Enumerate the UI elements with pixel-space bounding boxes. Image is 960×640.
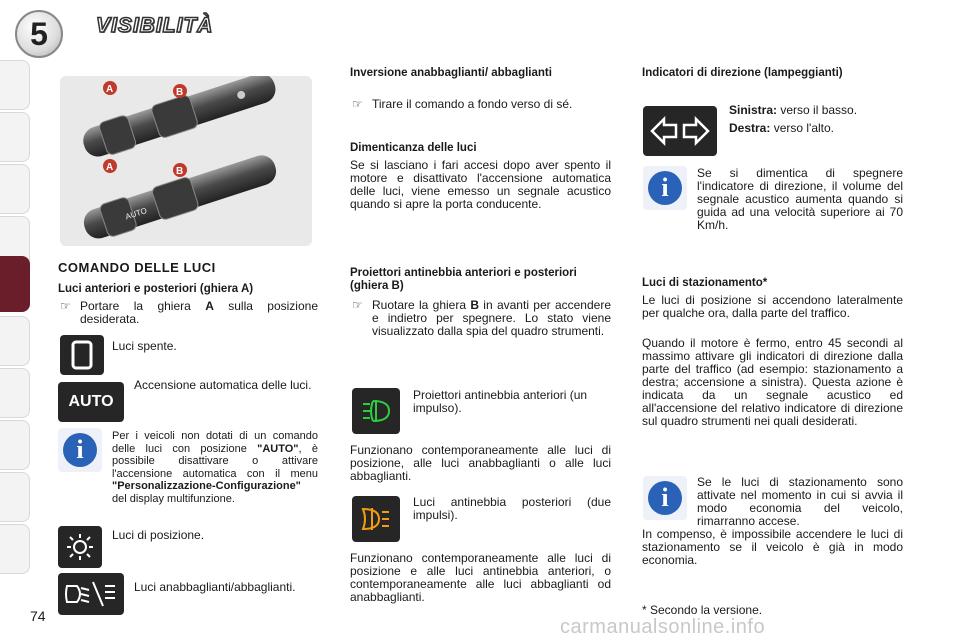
- auto-icon: [58, 382, 124, 422]
- label-a: A: [106, 84, 114, 95]
- parking-lights-title: Luci di stazionamento*: [642, 277, 768, 289]
- chapter-tab[interactable]: [0, 60, 30, 110]
- subheading: Luci anteriori e posteriori (ghiera A): [58, 283, 254, 295]
- fog-title: Proiettori antinebbia anteriori e posteriori (ghiera B): [350, 267, 577, 292]
- info-note-3-continued: In compenso, è impossibile accendere le luci di stazionamento se il veicolo è già in modo economia.: [642, 527, 903, 567]
- forgot-lights-title: Dimenticanza delle luci: [350, 142, 477, 154]
- footnote: * Secondo la versione.: [642, 603, 763, 617]
- label-b: B: [176, 87, 184, 98]
- lights-off-text: Luci spente.: [112, 339, 177, 353]
- label-b: B: [176, 166, 184, 177]
- auto-text: Accensione automatica delle luci.: [134, 378, 312, 392]
- chapter-number: 5: [15, 10, 63, 58]
- watermark: carmanualsonline.info: [560, 616, 766, 638]
- bullet-text: ☞ Portare la ghiera A sulla posizione desiderata.: [80, 300, 318, 326]
- turn-signal-icon: [643, 106, 717, 156]
- rear-fog-function: Funzionano contemporaneamente alle luci di posizione e alle luci antinebbia anteriori, o contemporaneamente alle luci abbaglianti od anabbaglianti.: [350, 551, 611, 604]
- info-note-3: Se le luci di stazionamento sono attivate nel momento in cui si avvia il modo economia del veicolo, rimarranno accese.: [697, 475, 903, 528]
- chapter-tab[interactable]: [0, 112, 30, 162]
- chapter-tab[interactable]: [0, 472, 30, 522]
- light-stalk-illustration: [60, 76, 312, 246]
- auto-badge: AUTO: [68, 393, 114, 410]
- lights-off-icon: [60, 335, 104, 375]
- parking-lights-p2: Quando il motore è fermo, entro 45 secondi al massimo attivare gli indicatori di direzione dalla parte del traffico (ad esempio: stazionamento a destra; accensione a sinistra). Questa azione è indicata da un segnale acustico ed all'accensione del relativo indicatore di direzione sul quadro strumenti nei quali desiderati.: [642, 336, 903, 428]
- indicators-title: Indicatori di direzione (lampeggianti): [642, 67, 843, 79]
- inversion-text: ☞ Tirare il comando a fondo verso di sé.: [372, 98, 612, 111]
- rear-fog-icon: [352, 496, 400, 542]
- dipped-beam-icon: [58, 573, 124, 615]
- stalk-drawing: [60, 76, 312, 246]
- chapter-tab[interactable]: [0, 524, 30, 574]
- dipped-beam-text: Luci anabbaglianti/abbaglianti.: [134, 580, 296, 594]
- front-fog-function: Funzionano contemporaneamente alle luci di posizione, alle luci anabbaglianti o alle luci abbaglianti.: [350, 443, 611, 483]
- chapter-tab[interactable]: [0, 420, 30, 470]
- chapter-tab[interactable]: [0, 316, 30, 366]
- inversion-title: Inversione anabbaglianti/ abbaglianti: [350, 67, 552, 79]
- info-icon: i: [643, 166, 687, 210]
- right-signal-text: Destra: verso l'alto.: [729, 121, 835, 135]
- rear-fog-text: Luci antinebbia posteriori (due impulsi).: [413, 495, 611, 522]
- info-note-2: Se si dimentica di spegnere l'indicatore di direzione, il volume del segnale acustico aumenta quando si guida ad una velocità superiore ai 70 Km/h.: [697, 166, 903, 232]
- position-lights-text: Luci di posizione.: [112, 528, 205, 542]
- left-signal-text: Sinistra: verso il basso.: [729, 103, 858, 117]
- position-lights-icon: [58, 526, 102, 568]
- forgot-lights-text: Se si lasciano i fari accesi dopo aver spento il motore e disattivato l'accensione automatica delle luci, viene emesso un segnale acustico quando si apre la porta conducente.: [350, 158, 611, 211]
- chapter-title: VISIBILITÀ: [96, 14, 214, 37]
- label-a: A: [106, 162, 114, 173]
- parking-lights-p1: Le luci di posizione si accendono lateralmente per qualche ora, dalla parte del traffico.: [642, 293, 903, 320]
- chapter-tab[interactable]: [0, 368, 30, 418]
- auto-marking: AUTO: [124, 206, 148, 222]
- info-icon: i: [643, 476, 687, 520]
- info-note-1-a: Per i veicoli non dotati di un comando delle luci con posizione "AUTO", è possibile disattivare o attivare l'accensione automatica con il menu "Personalizzazione-Configurazione" del display multifunzione.: [112, 430, 318, 505]
- front-fog-icon: [352, 388, 400, 434]
- info-icon: i: [58, 428, 102, 472]
- page-number: 74: [30, 608, 46, 624]
- fog-bullet: ☞ Ruotare la ghiera B in avanti per accendere e indietro per spegnere. Lo stato viene visualizzato dalla spia del quadro strumenti.: [372, 299, 611, 338]
- chapter-tab[interactable]: [0, 164, 30, 214]
- front-fog-text: Proiettori antinebbia anteriori (un impulso).: [413, 388, 588, 415]
- chapter-tab-active[interactable]: [0, 256, 30, 312]
- section-heading: COMANDO DELLE LUCI: [58, 260, 216, 275]
